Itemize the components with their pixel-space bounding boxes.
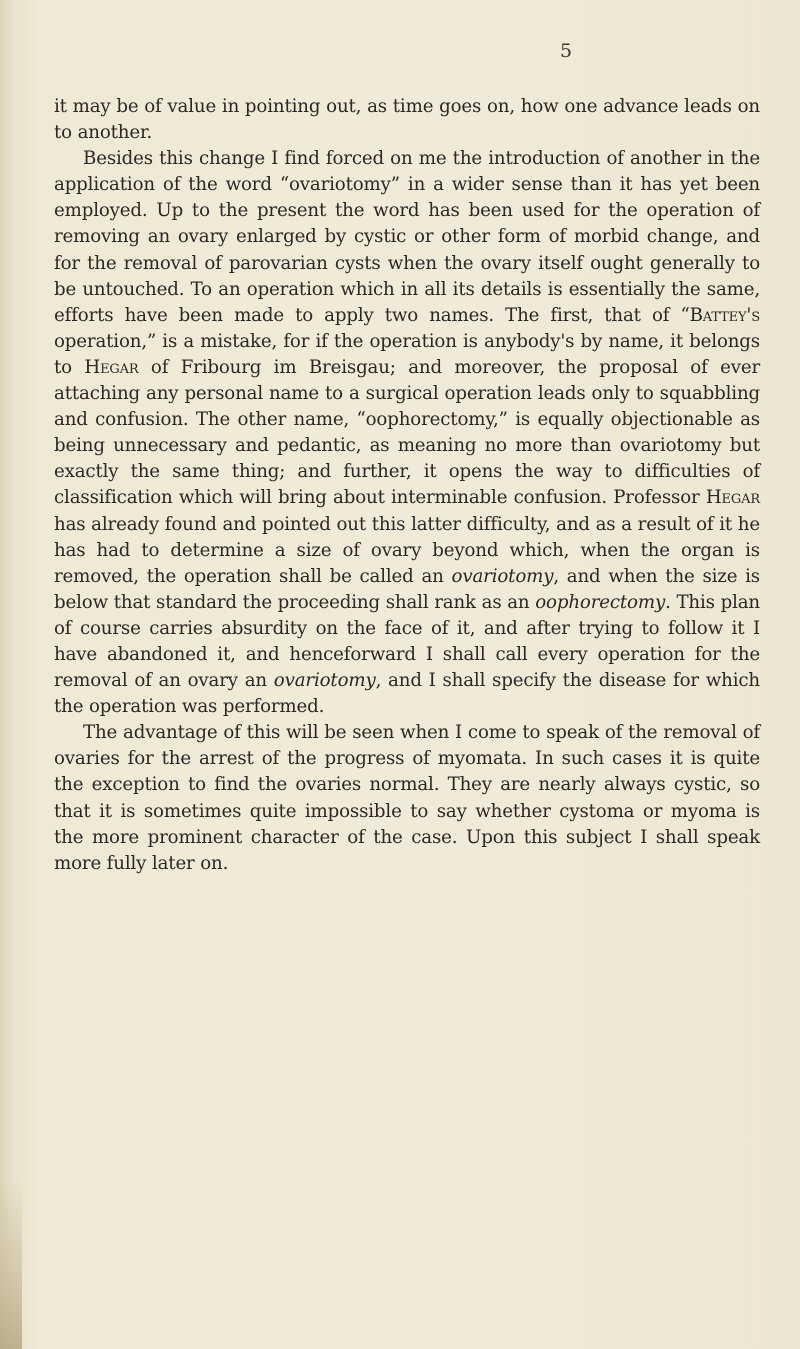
page-number: 5: [560, 40, 573, 62]
text-run: it may be of value in pointing out, as time goes on, how one advance leads on to another.: [54, 96, 760, 144]
text-run: . This plan of course carries absurdity on the face of it, and after trying to follow it I have abandoned it, and henceforward I shall call every operation for the removal of an ovary an: [54, 591, 760, 692]
italic-term: ovariotomy: [451, 565, 554, 587]
page-edge-shadow: [0, 1180, 22, 1349]
text-run: , and I shall specify the disease for which the operation was performed.: [54, 670, 760, 718]
italic-term: ovariotomy: [273, 670, 376, 692]
paragraph: [54, 94, 760, 146]
text-run: Besides this change I find forced on me the introduction of another in the application of the word “ovariotomy” in a wider sense than it has yet been employed. Up to the present the word has been used for the operation of removing an ovary enlarged by cystic or other form of morbid change, and for the removal of parovarian cysts when the ovary itself ought generally to be untouched. To an operation which in all its details is essentially the same, efforts have been made to apply two names. The first, that of “: [54, 148, 760, 326]
author-name-smallcaps: Battey's: [689, 304, 760, 326]
italic-term: oophorectomy: [535, 591, 666, 613]
body-text: [54, 94, 760, 877]
text-run: The advantage of this will be seen when I come to speak of the removal of ovaries for the arrest of the progress of myomata. In such cases it is quite the exception to find the ovaries normal. They are nearly always cystic, so that it is sometimes quite impossible to say whether cystoma or myoma is the more prominent character of the case. Upon this subject I shall speak more fully later on.: [54, 722, 760, 874]
text-run: of Fribourg im Breisgau; and moreover, the proposal of ever attaching any personal name to a surgical operation leads only to squabbling and confusion. The other name, “oophorectomy,” is equally objectionable as being unnecessary and pedantic, as meaning no more than ovariotomy but exactly the same thing; and further, it opens the way to difficulties of classification which will bring about interminable confusion. Professor: [54, 356, 760, 509]
text-run: has already found and pointed out this latter difficulty, and as a result of it he has had to determine a size of ovary beyond which, when the organ is removed, the operation shall be called an: [54, 513, 760, 587]
paragraph: [54, 146, 760, 720]
author-name-smallcaps: Hegar: [84, 356, 139, 378]
text-run: operation,” is a mistake, for if the operation is anybody's by name, it belongs to: [54, 330, 760, 378]
paragraph: [54, 720, 760, 877]
author-name-smallcaps: Hegar: [705, 487, 760, 509]
text-run: , and when the size is below that standard the proceeding shall rank as an: [54, 565, 760, 613]
